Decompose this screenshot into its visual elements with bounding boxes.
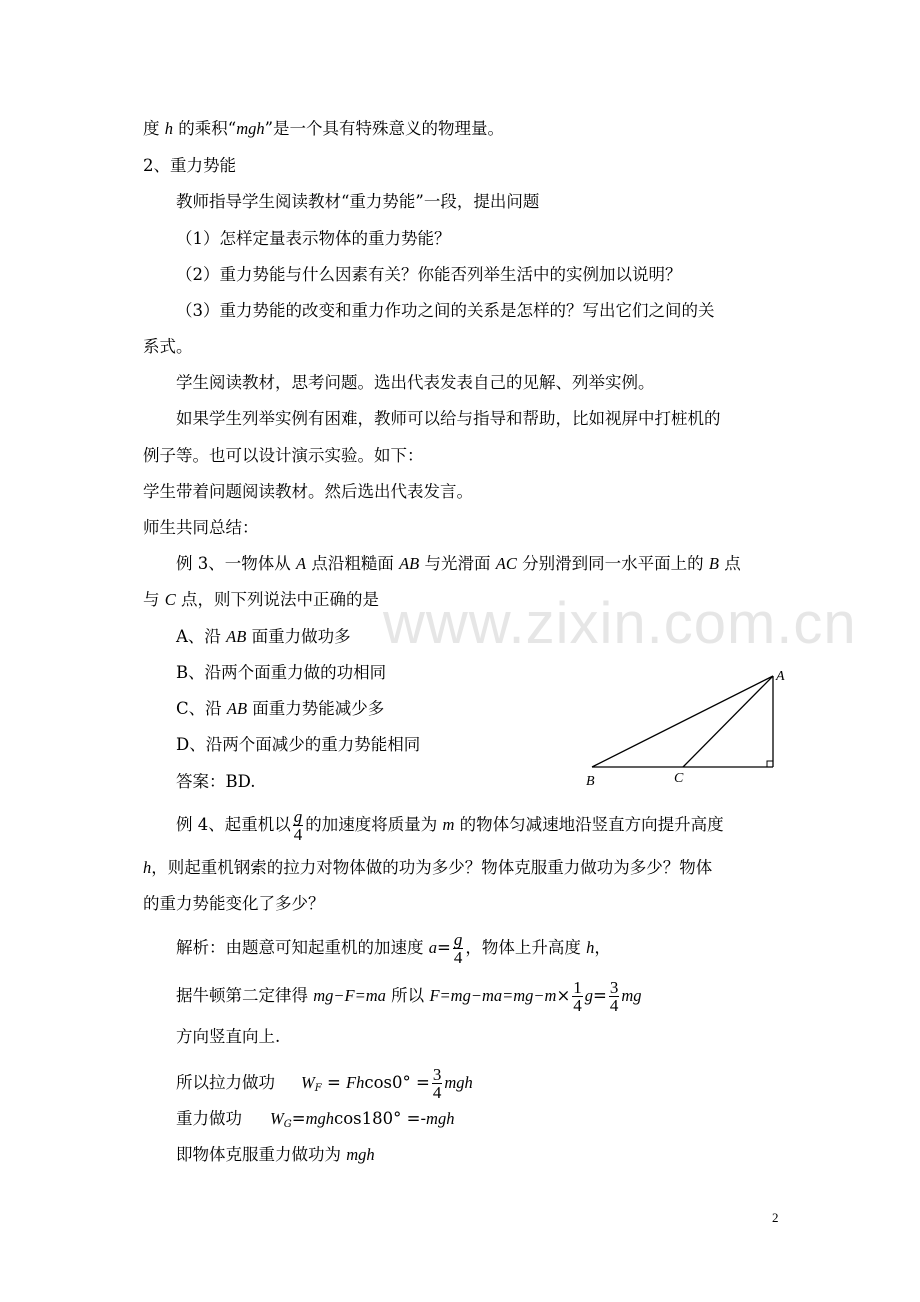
var-mg: mg: [621, 986, 642, 1005]
denominator: 4: [453, 948, 463, 967]
label-C: C: [674, 771, 684, 786]
var-h: h: [143, 858, 152, 877]
var-a: a: [428, 938, 437, 957]
numerator: 3: [432, 1065, 442, 1084]
fraction-3-over-4: [432, 1066, 443, 1101]
text: 与: [143, 590, 165, 609]
denominator: 4: [432, 1083, 442, 1102]
text: 解析：由题意可知起重机的加速度: [176, 938, 429, 957]
text: 重力做功: [176, 1109, 242, 1128]
text: 例 4、起重机以: [176, 815, 291, 834]
text: 点: [718, 554, 741, 573]
subscript: F: [314, 1083, 322, 1094]
var-AB: AB: [226, 627, 247, 646]
text: 的物体匀减速地沿竖直方向提升高度: [454, 815, 724, 834]
text: 分别滑到同一水平面上的: [516, 554, 709, 573]
subscript: G: [283, 1119, 292, 1130]
equation: mg−F=ma: [313, 986, 386, 1005]
numerator: g: [293, 807, 303, 826]
text: C、沿: [176, 699, 227, 718]
paragraph-help-cont: 例子等。也可以设计演示实验。如下：: [143, 446, 424, 465]
var-AB: AB: [399, 554, 420, 573]
option-D: D、沿两个面减少的重力势能相同: [176, 735, 421, 754]
option-B: B、沿两个面重力做的功相同: [176, 663, 387, 682]
fraction-g-over-4: [453, 931, 464, 966]
text: 点沿粗糙面: [306, 554, 400, 573]
example-4-line2: [143, 857, 712, 879]
solution-line1: [176, 931, 611, 966]
solution-line2: [176, 979, 642, 1014]
text: 面重力势能减少多: [247, 699, 385, 718]
var-mgh: mgh: [346, 1145, 375, 1164]
var-A: A: [296, 554, 307, 573]
text: =: [291, 1109, 306, 1128]
text: =: [321, 1073, 347, 1092]
text: 与光滑面: [419, 554, 496, 573]
example-4-line1: [176, 808, 724, 843]
example-3-line1: [176, 553, 741, 575]
cos-term: cos180°: [334, 1109, 402, 1128]
answer-text: 答案：BD.: [176, 772, 256, 791]
example-3-line2: [143, 589, 379, 611]
text: 的乘积“: [173, 119, 237, 138]
numerator: 3: [609, 978, 619, 997]
var-C: C: [164, 590, 176, 609]
var-AC: AC: [495, 554, 517, 573]
var-mgh: mgh: [444, 1073, 473, 1092]
solution-line4: [176, 1066, 473, 1101]
denominator: 4: [573, 996, 582, 1015]
section-heading: 2、重力势能: [143, 156, 236, 175]
solution-line5: [176, 1108, 454, 1136]
var-B: B: [708, 554, 719, 573]
var-h: h: [164, 119, 173, 138]
label-A: A: [776, 669, 785, 684]
var-mgh: mgh: [426, 1109, 455, 1128]
text: =: [410, 1073, 430, 1092]
fraction-3-over-4: [609, 979, 620, 1014]
paragraph-summary: 师生共同总结：: [143, 518, 259, 537]
text: 即物体克服重力做功为: [176, 1145, 347, 1164]
paragraph-student: 学生阅读教材，思考问题。选出代表发表自己的见解、列举实例。: [176, 373, 655, 392]
example-4-line3: 的重力势能变化了多少？: [143, 894, 325, 913]
numerator: 1: [573, 978, 582, 997]
var-W: W: [270, 1109, 284, 1128]
denominator: 4: [293, 825, 303, 844]
text: =: [437, 938, 451, 957]
text: ，: [594, 938, 611, 957]
option-A: [176, 626, 351, 648]
text: 度: [143, 119, 165, 138]
paragraph-mgh: [143, 118, 504, 140]
var-m: m: [442, 815, 455, 834]
text: ，则起重机钢索的拉力对物体做的功为多少？物体克服重力做功为多少？物体: [151, 858, 713, 877]
fraction-g-over-4: [293, 808, 304, 843]
text: ”是一个具有特殊意义的物理量。: [264, 119, 505, 138]
incline-AC: [683, 676, 773, 767]
label-B: B: [586, 774, 595, 789]
question-3: （3）重力势能的改变和重力作功之间的关系是怎样的？写出它们之间的关: [176, 301, 715, 320]
var-AB: AB: [226, 699, 248, 718]
text: 例 3、一物体从: [176, 554, 296, 573]
text: 所以: [385, 986, 430, 1005]
var-h: h: [586, 938, 595, 957]
watermark: www.zixin.com.cn: [383, 591, 857, 656]
denominator: 4: [609, 996, 619, 1015]
question-2: （2）重力势能与什么因素有关？你能否列举生活中的实例加以说明？: [176, 265, 682, 284]
page-number: 2: [772, 1210, 779, 1225]
text: 的加速度将质量为: [305, 815, 443, 834]
text: 面重力做功多: [246, 627, 351, 646]
text: 所以拉力做功: [176, 1073, 275, 1092]
question-3-cont: 系式。: [143, 337, 193, 356]
text: A、沿: [176, 627, 227, 646]
incline-diagram: [580, 664, 790, 794]
paragraph-read: 学生带着问题阅读教材。然后选出代表发言。: [143, 482, 473, 501]
text: 据牛顿第二定律得: [176, 986, 314, 1005]
solution-line3: 方向竖直向上.: [176, 1027, 281, 1046]
question-1: （1）怎样定量表示物体的重力势能？: [176, 229, 451, 248]
right-angle-mark: [767, 761, 773, 767]
var-W: W: [301, 1073, 315, 1092]
cos-term: cos0°: [364, 1073, 411, 1092]
times-sign: ×: [556, 986, 571, 1005]
var-mgh: mgh: [305, 1109, 334, 1128]
fraction-1-over-4: [572, 979, 583, 1014]
var-g: g: [584, 986, 594, 1005]
paragraph-teacher: 教师指导学生阅读教材“重力势能”一段，提出问题: [176, 192, 540, 211]
incline-AB: [592, 676, 773, 767]
var-mgh: mgh: [236, 119, 265, 138]
text: 点，则下列说法中正确的是: [175, 590, 380, 609]
paragraph-help: 如果学生列举实例有困难，教师可以给与指导和帮助，比如视屏中打桩机的: [176, 409, 721, 428]
text: =: [593, 986, 607, 1005]
option-C: [176, 698, 384, 720]
solution-line6: [176, 1144, 375, 1166]
text: =-: [401, 1109, 427, 1128]
var-Fh: Fh: [346, 1073, 365, 1092]
numerator: g: [453, 930, 463, 949]
equation: F=mg−ma=mg−m: [429, 986, 557, 1005]
text: ，物体上升高度: [465, 938, 587, 957]
